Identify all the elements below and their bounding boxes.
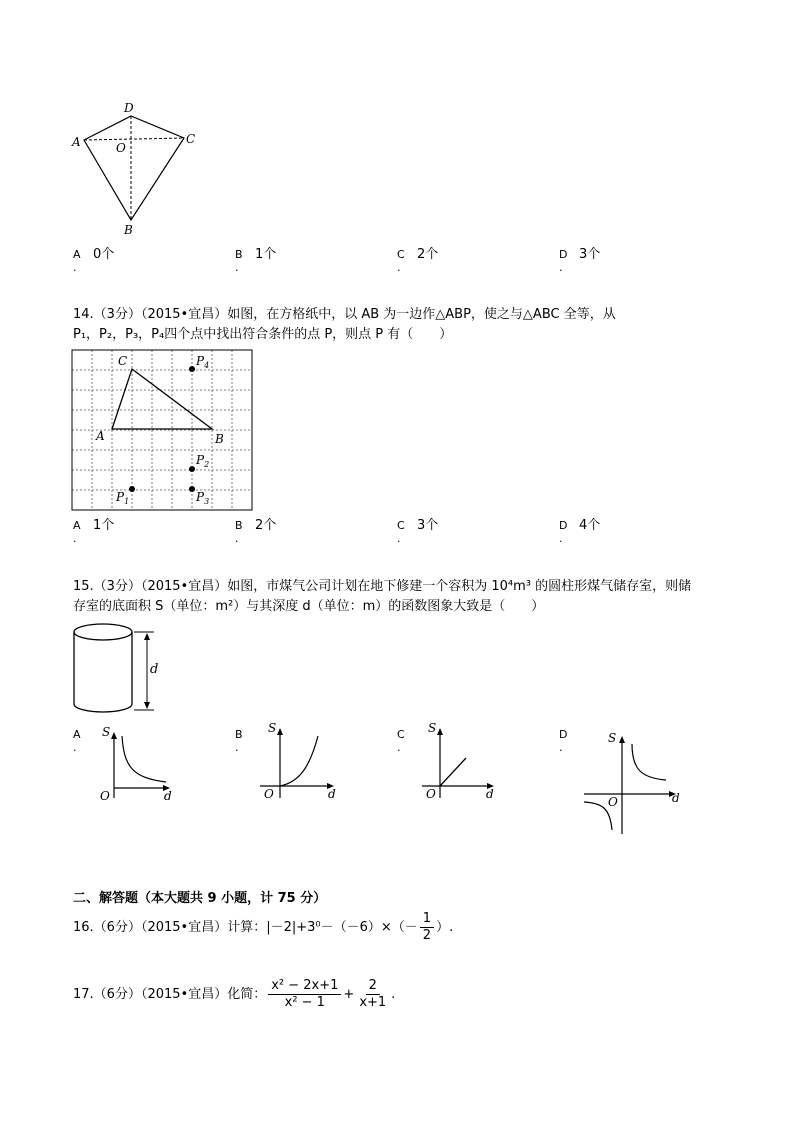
label-s: S: [268, 721, 277, 735]
q15-stem-line1: 15.（3分）（2015•宜昌）如图，市煤气公司计划在地下修建一个容积为 10⁴m³ 的圆柱形煤气储存室，则储: [73, 579, 692, 594]
y-arrow: [619, 736, 625, 743]
kite-figure: [68, 98, 208, 238]
label-b: B: [215, 432, 224, 446]
option-dot: .: [397, 261, 401, 274]
option-dot: .: [235, 741, 239, 754]
option-dot: .: [235, 261, 239, 274]
q17-prefix: 17.（6分）（2015•宜昌）化简：: [73, 986, 267, 1002]
label-s: S: [102, 725, 111, 739]
label-o: O: [608, 795, 618, 809]
q13-option-b[interactable]: [235, 247, 277, 274]
option-dot: .: [559, 532, 563, 545]
option-letter: D: [559, 728, 568, 741]
label-p4: $P_4$: [196, 354, 210, 370]
q14-option-b[interactable]: [235, 518, 277, 545]
label-o: O: [264, 787, 274, 801]
option-letter: B: [235, 248, 243, 261]
grid-figure: [70, 348, 260, 513]
y-arrow: [111, 732, 117, 739]
frac-den: 2: [422, 928, 432, 943]
option-dot: .: [235, 532, 239, 545]
label-p3: $P_3$: [196, 490, 210, 506]
q16-prefix: 16.（6分）（2015•宜昌）计算：|－2|+3⁰－（－6）×（－: [73, 919, 418, 935]
graph-b: [256, 718, 342, 804]
frac-num: 1: [420, 911, 434, 928]
point-p1: [129, 486, 135, 492]
kite-outline: [84, 116, 184, 220]
q17-suffix: .: [391, 986, 396, 1002]
q13-option-c[interactable]: [397, 247, 439, 274]
option-dot: .: [73, 532, 77, 545]
q16-fraction: [420, 911, 434, 944]
option-value: 0个: [93, 247, 115, 262]
option-value: 2个: [255, 518, 277, 533]
label-o: O: [100, 789, 110, 803]
label-d: d: [328, 787, 336, 801]
curve: [122, 736, 166, 782]
label-s: S: [608, 731, 617, 745]
option-letter: D: [559, 519, 568, 532]
line: [440, 758, 466, 786]
option-letter: A: [73, 728, 81, 741]
diagonal-ac: [84, 138, 184, 140]
y-arrow: [277, 728, 283, 735]
option-letter: C: [397, 248, 405, 261]
cylinder-bottom: [74, 704, 132, 712]
label-c: C: [118, 354, 128, 368]
option-dot: .: [559, 261, 563, 274]
curve: [280, 736, 318, 786]
label-d: d: [486, 787, 494, 801]
q17-plus: +: [343, 986, 355, 1002]
option-letter: B: [235, 728, 243, 741]
option-dot: .: [559, 741, 563, 754]
label-a: A: [96, 429, 105, 443]
graph-c: [418, 718, 504, 804]
option-letter: A: [73, 248, 81, 261]
q15-stem-line2: 存室的底面积 S（单位：m²）与其深度 d（单位：m）的函数图象大致是（ ）: [73, 599, 545, 614]
q16: [73, 911, 453, 944]
dim-arrow-down: [144, 702, 150, 709]
option-value: 3个: [579, 247, 601, 262]
label-d: d: [150, 662, 159, 677]
dim-arrow-up: [144, 633, 150, 640]
label-d: d: [164, 789, 172, 803]
q14-option-c[interactable]: [397, 518, 439, 545]
option-dot: .: [397, 741, 401, 754]
option-value: 3个: [417, 518, 439, 533]
q14-option-d[interactable]: [559, 518, 601, 545]
option-dot: .: [73, 741, 77, 754]
option-letter: C: [397, 728, 405, 741]
point-p3: [189, 486, 195, 492]
label-s: S: [428, 721, 437, 735]
q17-fraction-1: [268, 978, 341, 1011]
q15-option-c[interactable]: [397, 727, 405, 753]
label-d: d: [672, 791, 680, 805]
option-dot: .: [73, 261, 77, 274]
graph-a: [92, 722, 184, 804]
point-p2: [189, 466, 195, 472]
option-value: 4个: [579, 518, 601, 533]
frac-num: 2: [366, 978, 380, 995]
label-c: C: [186, 132, 196, 146]
q14-stem-line1: 14.（3分）（2015•宜昌）如图，在方格纸中，以 AB 为一边作△ABP，使之与△ABC 全等，从: [73, 307, 616, 322]
label-o: O: [426, 787, 436, 801]
label-p1: $P_1$: [116, 490, 130, 506]
cylinder-top: [74, 624, 132, 640]
branch-1: [632, 744, 666, 780]
q15-option-d[interactable]: [559, 727, 567, 753]
option-letter: A: [73, 519, 81, 532]
q15-option-b[interactable]: [235, 727, 243, 753]
option-letter: B: [235, 519, 243, 532]
label-a: A: [72, 135, 81, 149]
q13-option-a[interactable]: [73, 247, 115, 274]
q17: [73, 978, 395, 1011]
label-p2: $P_2$: [196, 453, 210, 469]
point-p4: [189, 366, 195, 372]
y-arrow: [437, 728, 443, 735]
option-value: 1个: [255, 247, 277, 262]
label-o: O: [116, 141, 126, 155]
option-letter: D: [559, 248, 568, 261]
section-heading: 二、解答题（本大题共 9 小题，计 75 分）: [73, 891, 327, 906]
option-letter: C: [397, 519, 405, 532]
q16-suffix: ）.: [436, 919, 454, 935]
triangle-abc: [112, 369, 212, 429]
frac-den: x² − 1: [284, 995, 325, 1010]
label-d: D: [124, 101, 134, 115]
option-value: 1个: [93, 518, 115, 533]
label-b: B: [124, 223, 133, 237]
option-value: 2个: [417, 247, 439, 262]
q13-option-d[interactable]: [559, 247, 601, 274]
cylinder-figure: [70, 618, 170, 718]
option-dot: .: [397, 532, 401, 545]
graph-d: [580, 726, 690, 838]
q14-option-a[interactable]: [73, 518, 115, 545]
frac-num: x² − 2x+1: [268, 978, 341, 995]
frac-den: x+1: [359, 995, 387, 1010]
q17-fraction-2: [356, 978, 389, 1011]
q14-stem-line2: P₁，P₂，P₃，P₄四个点中找出符合条件的点 P，则点 P 有（ ）: [73, 327, 453, 342]
q15-option-a[interactable]: [73, 727, 81, 753]
